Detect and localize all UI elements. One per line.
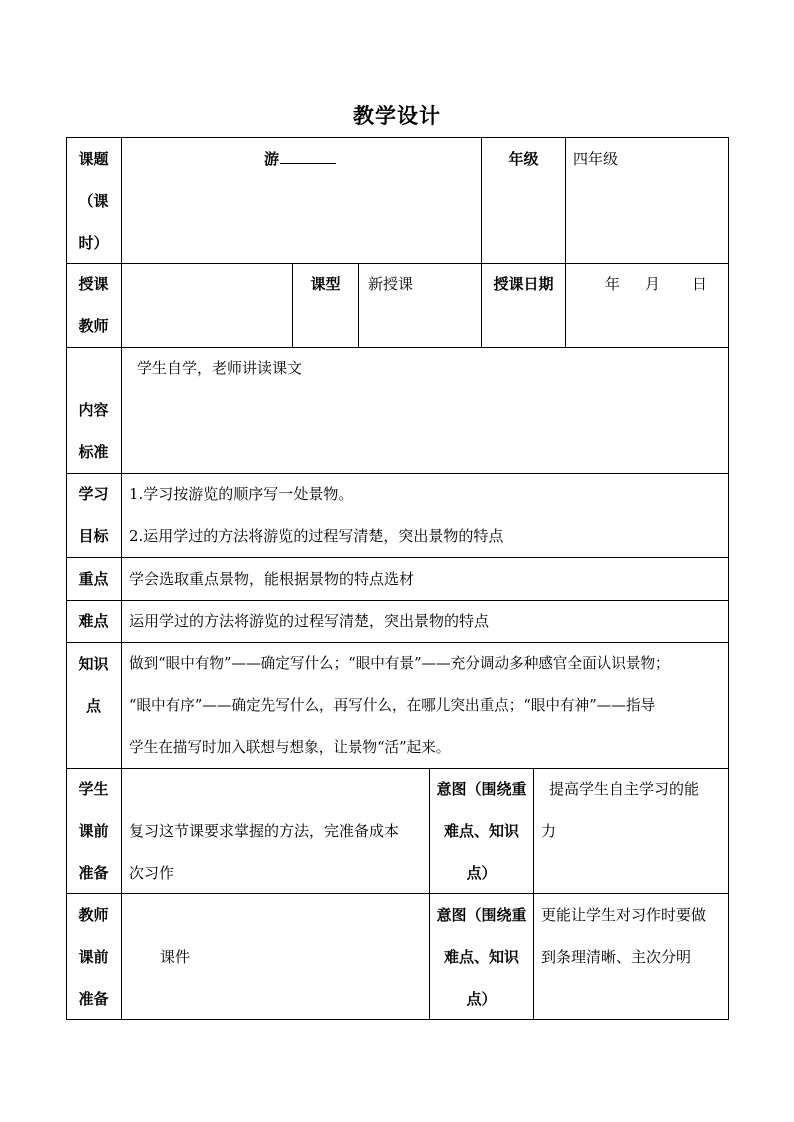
col-divider	[565, 137, 566, 347]
teacher-label-line: 授课	[78, 275, 109, 293]
teacher-intent-label-line: 难点、知识	[443, 948, 519, 966]
knowledge-label-line: 知识	[78, 655, 109, 673]
student-prep-label-line: 学生	[78, 780, 109, 798]
student-prep-label-line: 准备	[78, 864, 109, 882]
date-month: 月	[645, 275, 661, 293]
table-border	[66, 1019, 729, 1020]
date-year: 年	[605, 275, 621, 293]
teacher-label	[66, 263, 121, 347]
objectives-label	[66, 473, 121, 557]
student-prep-label	[66, 768, 121, 894]
date-label: 授课日期	[493, 275, 554, 293]
knowledge-line: “眼中有序”——确定先写什么，再写什么，在哪儿突出重点；“眼中有神”——指导	[129, 697, 656, 714]
lesson-label-line: 时）	[78, 234, 109, 252]
knowledge-line: 学生在描写时加入联想与想象，让景物“活”起来。	[129, 739, 451, 756]
objectives-label-line: 目标	[78, 527, 109, 545]
teacher-prep-label	[66, 894, 121, 1020]
key-point-label: 重点	[78, 570, 109, 588]
difficulty-label: 难点	[78, 612, 109, 630]
key-point-value: 学会选取重点景物，能根据景物的特点选材	[129, 570, 415, 588]
teacher-intent-line: 更能让学生对习作时要做	[541, 906, 707, 924]
teacher-prep-label-line: 教师	[78, 906, 109, 924]
student-prep-line: 复习这节课要求掌握的方法，完准备成本	[129, 822, 400, 840]
teacher-label-line: 教师	[78, 317, 109, 335]
grade-value: 四年级	[573, 150, 619, 168]
content-label	[66, 389, 121, 473]
grade-label: 年级	[508, 150, 539, 168]
content-value: 学生自学，老师讲读课文	[137, 359, 303, 377]
student-prep-label-line: 课前	[78, 822, 109, 840]
col-divider	[533, 768, 534, 1019]
table-border	[728, 137, 729, 1020]
knowledge-label-line: 点	[85, 697, 101, 715]
teacher-intent-label-line: 意图（围绕重	[436, 906, 527, 924]
lesson-label	[66, 138, 121, 264]
page-title: 教学设计	[353, 104, 441, 128]
col-divider	[358, 263, 359, 347]
lesson-blank	[280, 147, 336, 164]
knowledge-label	[66, 643, 121, 727]
student-intent-label-line: 难点、知识	[443, 822, 519, 840]
teacher-intent-label-line: 点）	[466, 990, 497, 1008]
type-value: 新授课	[368, 275, 414, 293]
content-label-line: 标准	[78, 443, 109, 461]
teacher-intent-label	[430, 894, 533, 1020]
teacher-intent-line: 到条理清晰、主次分明	[541, 948, 692, 966]
content-label-line: 内容	[78, 401, 109, 419]
lesson-label-line: （课	[78, 192, 109, 210]
objective-item: 1.学习按游览的顺序写一处景物。	[129, 485, 354, 503]
lesson-value-text: 游	[264, 150, 280, 168]
teacher-prep-value: 课件	[160, 948, 191, 966]
type-label: 课型	[310, 275, 341, 293]
objective-item: 2.运用学过的方法将游览的过程写清楚，突出景物的特点	[129, 527, 504, 545]
lesson-value	[264, 138, 344, 180]
student-intent-label	[430, 768, 533, 894]
date-day: 日	[692, 275, 708, 293]
student-intent-line: 力	[541, 822, 557, 840]
student-intent-line: 提高学生自主学习的能	[549, 780, 700, 798]
teacher-prep-label-line: 准备	[78, 990, 109, 1008]
student-intent-label-line: 意图（围绕重	[436, 780, 527, 798]
student-intent-label-line: 点）	[466, 864, 497, 882]
knowledge-line: 做到“眼中有物”——确定写什么；“眼中有景”——充分调动多种感官全面认识景物；	[129, 655, 670, 672]
objectives-label-line: 学习	[78, 485, 109, 503]
table-border	[66, 137, 729, 138]
student-prep-line: 次习作	[129, 864, 175, 882]
lesson-label-line: 课题	[78, 150, 109, 168]
col-divider	[121, 137, 122, 1020]
teacher-prep-label-line: 课前	[78, 948, 109, 966]
difficulty-value: 运用学过的方法将游览的过程写清楚，突出景物的特点	[129, 612, 490, 630]
